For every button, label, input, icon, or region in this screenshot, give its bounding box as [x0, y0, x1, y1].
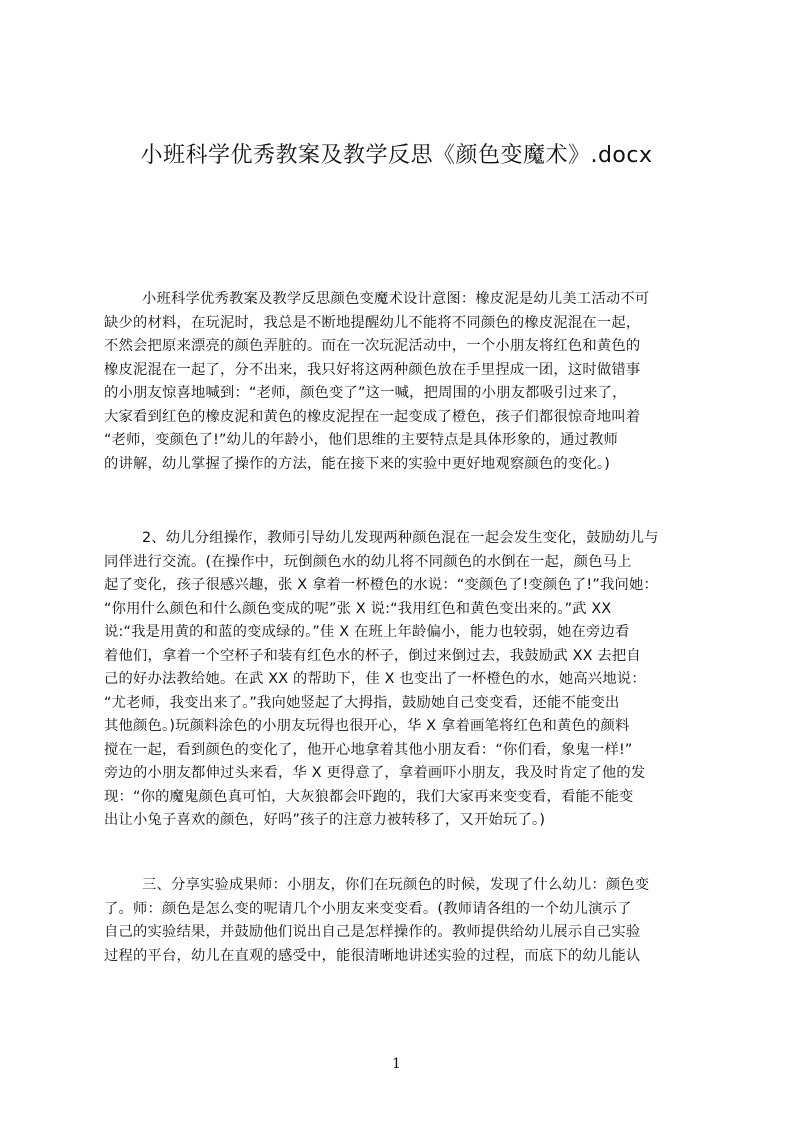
- text-line: “尤老师，我变出来了。”我向她竖起了大拇指，鼓励她自己变变看，还能不能变出: [104, 694, 620, 711]
- text-line: 大家看到红色的橡皮泥和黄色的橡皮泥捏在一起变成了橙色，孩子们都很惊奇地叫着: [104, 408, 641, 425]
- page-number: 1: [392, 1056, 401, 1072]
- text-line: 2、幼儿分组操作，教师引导幼儿发现两种颜色混在一起会发生变化，鼓励幼儿与: [142, 530, 659, 546]
- text-line: “老师，变颜色了!”幼儿的年龄小，他们思维的主要特点是具体形象的，通过教师: [104, 432, 619, 448]
- text-line: 的小朋友惊喜地喊到：“老师，颜色变了”这一喊，把周围的小朋友都吸引过来了，: [104, 385, 627, 401]
- text-line: 出让小兔子喜欢的颜色，好吗”孩子的注意力被转移了，又开始玩了。): [104, 812, 546, 828]
- text-line: 旁边的小朋友都伸过头来看，华 X 更得意了，拿着画吓小朋友，我及时肯定了他的发: [104, 765, 646, 781]
- paragraph-group-operation: [104, 527, 704, 833]
- text-line: 缺少的材料，在玩泥时，我总是不断地提醒幼儿不能将不同颜色的橡皮泥混在一起，: [104, 314, 641, 331]
- text-line: 过程的平台，幼儿在直观的感受中，能很清晰地讲述实验的过程，而底下的幼儿能认: [104, 947, 641, 964]
- text-line: 小班科学优秀教案及教学反思颜色变魔术设计意图：橡皮泥是幼儿美工活动不可: [142, 291, 650, 307]
- text-line: 说:“我是用黄的和蓝的变成绿的。”佳 X 在班上年龄偏小，能力也较弱，她在旁边看: [104, 624, 630, 640]
- text-line: “你用什么颜色和什么颜色变成的呢”张 X 说:“我用红色和黄色变出来的。”武 XX: [104, 600, 612, 617]
- text-line: 现：“你的魔鬼颜色真可怕，大灰狼都会吓跑的，我们大家再来变变看，看能不能变: [104, 788, 634, 805]
- text-line: 着他们，拿着一个空杯子和装有红色水的杯子，倒过来倒过去，我鼓励武 XX 去把自: [104, 647, 641, 664]
- text-line: 己的好办法教给她。在武 XX 的帮助下，佳 X 也变出了一杯橙色的水，她高兴地说：: [104, 671, 646, 687]
- text-line: 的讲解，幼儿掌握了操作的方法，能在接下来的实验中更好地观察颜色的变化。): [104, 455, 611, 472]
- document-title: 小班科学优秀教案及教学反思《颜色变魔术》.docx: [140, 143, 653, 168]
- text-line: 自己的实验结果，并鼓励他们说出自己是怎样操作的。教师提供给幼儿展示自己实验: [104, 924, 641, 940]
- text-line: 其他颜色。)玩颜料涂色的小朋友玩得也很开心，华 X 拿着画笔将红色和黄色的颜料: [104, 718, 630, 734]
- text-line: 搅在一起，看到颜色的变化了，他开心地拿着其他小朋友看：“你们看，象鬼一样!”: [104, 741, 633, 758]
- text-line: 同伴进行交流。(在操作中，玩倒颜色水的幼儿将不同颜色的水倒在一起，颜色马上: [104, 553, 632, 570]
- text-line: 起了变化，孩子很感兴趣，张 X 拿着一杯橙色的水说：“变颜色了!变颜色了!”我问她：: [104, 577, 658, 593]
- text-line: 三、分享实验成果师：小朋友，你们在玩颜色的时候，发现了什么幼儿：颜色变: [142, 877, 650, 893]
- paragraph-share-results: [104, 874, 704, 968]
- paragraph-design-intent: [104, 288, 704, 476]
- text-line: 橡皮泥混在一起了，分不出来，我只好将这两种颜色放在手里捏成一团，这时做错事: [104, 361, 641, 378]
- text-line: 了。师：颜色是怎么变的呢请几个小朋友来变变看。(教师请各组的一个幼儿演示了: [104, 900, 632, 917]
- text-line: 不然会把原来漂亮的颜色弄脏的。而在一次玩泥活动中，一个小朋友将红色和黄色的: [104, 338, 641, 354]
